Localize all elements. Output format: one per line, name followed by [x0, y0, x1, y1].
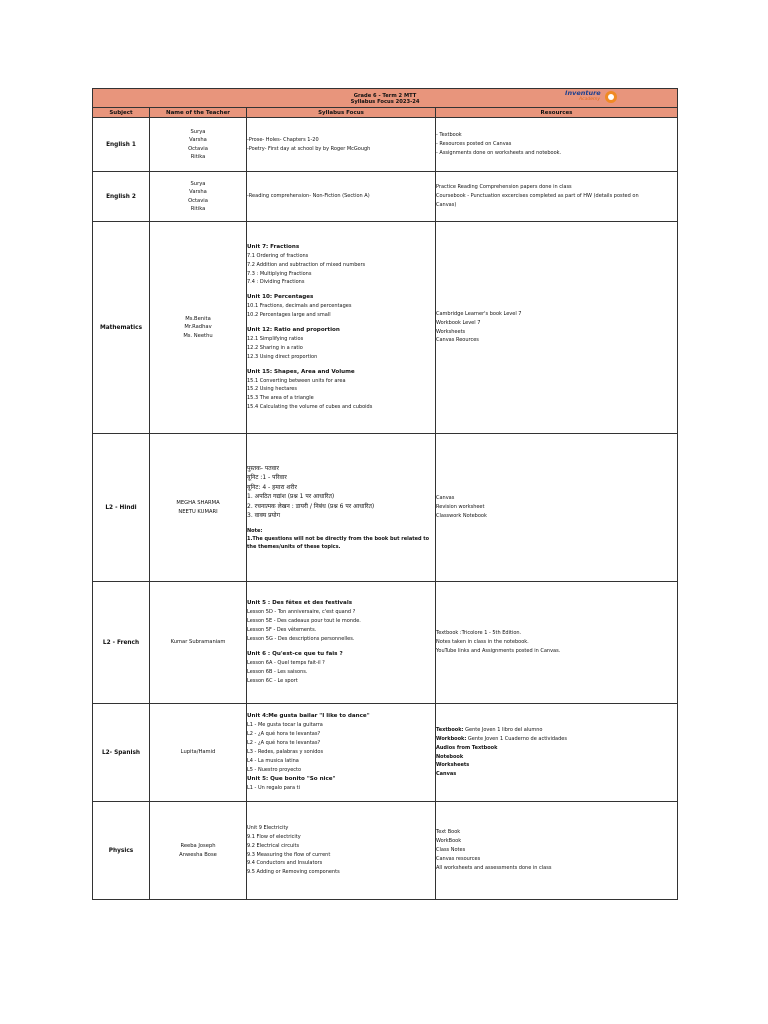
focus-line: Lesson 5F - Des vêtements.	[247, 627, 317, 634]
focus-line: 3. वाक्य प्रयोग	[247, 512, 280, 520]
resources-cell	[436, 222, 678, 434]
resource-line: Textbook :Tricolore 1 - 5th Edition.	[436, 630, 522, 637]
resources-cell	[436, 802, 678, 900]
table-row	[93, 434, 678, 582]
focus-line: 15.4 Calculating the volume of cubes and cuboids	[247, 404, 373, 411]
teacher-name: Reeba Joseph	[180, 843, 216, 849]
resource-line	[436, 735, 677, 744]
focus-line: -Prose- Holes- Chapters 1-20	[247, 136, 319, 143]
focus-line: 15.1 Converting between units for area	[247, 377, 346, 384]
focus-line: 1. अपठित गद्यांश (प्रश्न 1 पर आधारित)	[247, 493, 335, 501]
resource-line: Canvas	[436, 495, 455, 502]
teacher-cell	[150, 802, 247, 900]
resources-cell	[436, 704, 678, 802]
resource-line: Class Notes	[436, 847, 466, 854]
unit-heading: Unit 7: Fractions	[247, 243, 300, 250]
focus-cell	[247, 582, 436, 704]
focus-line: -Reading comprehension- Non-Fiction (Section A)	[247, 193, 370, 200]
table-row	[93, 704, 678, 802]
teacher-cell	[150, 222, 247, 434]
resource-label: Workbook:	[436, 735, 467, 742]
focus-line: 9.3 Measuring the flow of current	[247, 851, 331, 858]
focus-cell	[247, 222, 436, 434]
focus-line: L2 - ¿A qué hora te levantas?	[247, 740, 321, 747]
resource-line: Revision worksheet	[436, 504, 485, 511]
focus-line: 12.3 Using direct proportion	[247, 353, 318, 360]
resources-cell	[436, 582, 678, 704]
resource-line: Cambridge Learner's book Level 7	[436, 310, 522, 317]
focus-line: Unit 9 Electricity	[247, 824, 289, 831]
table-row	[93, 582, 678, 704]
unit-heading: Unit 10: Percentages	[247, 294, 314, 301]
focus-cell	[247, 118, 436, 172]
teacher-name: Octavia	[188, 145, 208, 152]
focus-line: 9.4 Conductors and Insulators	[247, 860, 323, 867]
focus-line: L5 - Nuestro proyecto	[247, 766, 302, 773]
column-header-focus: Syllabus Focus	[247, 108, 436, 118]
resource-label: Textbook:	[436, 726, 464, 733]
teacher-name: Kumar Subramaniam	[170, 639, 226, 646]
resource-line: Text Book	[436, 829, 461, 836]
focus-line: 15.3 The area of a triangle	[247, 395, 314, 402]
focus-line: 10.1 Fractions, decimals and percentages	[247, 303, 352, 310]
focus-line: Lesson 6B - Les saisons.	[247, 668, 308, 675]
syllabus-table	[92, 88, 678, 900]
focus-line: L1 - Me gusta tocar la guitarra	[247, 722, 323, 729]
focus-line: 2. रचनात्मक लेखन : डायरी / निबंध (प्रश्न 6 पर आधारित)	[247, 502, 375, 510]
focus-line: Lesson 5E - Des cadeaux pour tout le monde.	[247, 618, 361, 625]
focus-line: Lesson 5D - Ton anniversaire, c'est quand ?	[247, 609, 356, 616]
teacher-name: Surya	[190, 180, 206, 187]
focus-cell	[247, 704, 436, 802]
focus-line: -Poetry- First day at school by by Roger McGough	[247, 145, 371, 152]
subject-cell: English 1	[93, 118, 150, 172]
teacher-name: Surya	[190, 128, 206, 135]
inventure-academy-logo	[565, 90, 617, 105]
unit-heading: Unit 6 : Qu'est-ce que tu fais ?	[247, 650, 343, 657]
teacher-name: Lupita/Hamid	[180, 749, 216, 756]
resource-line: WorkBook	[436, 838, 462, 845]
focus-line: पुस्तक- पतवार	[247, 464, 280, 472]
focus-line: Lesson 6C - Le sport	[247, 677, 298, 684]
resource-line: Practice Reading Comprehension papers done in class	[436, 184, 572, 191]
subject-cell: L2 - Hindi	[93, 434, 150, 582]
unit-heading: Unit 4:Me gusta bailar "I like to dance"	[247, 713, 370, 720]
resource-line: Canvas Reources	[436, 337, 479, 344]
teacher-name: Ritika	[190, 154, 206, 160]
unit-heading: Unit 12: Ratio and proportion	[247, 327, 340, 334]
focus-line: 10.2 Percentages large and small	[247, 312, 331, 319]
resource-text: Gente Joven 1 libro del alumno	[463, 726, 543, 733]
teacher-name: NEETU KUMARI	[178, 508, 218, 515]
teacher-name: Ritika	[190, 206, 206, 212]
resource-line: Classwork Notebook	[436, 512, 487, 519]
subject-cell: English 2	[93, 172, 150, 222]
teacher-name: MEGHA SHARMA	[176, 500, 220, 506]
resource-line: Notebook	[436, 753, 464, 760]
teacher-name: Octavia	[188, 197, 208, 204]
focus-line: 7.1 Ordering of fractions	[247, 252, 309, 259]
teacher-cell	[150, 434, 247, 582]
table-row	[93, 118, 678, 172]
focus-cell	[247, 172, 436, 222]
focus-line: 12.1 Simplifying ratios	[247, 335, 304, 342]
focus-line: L4 - La musica latina	[247, 757, 299, 764]
resources-cell	[436, 118, 678, 172]
teacher-name: Ms.Benita	[185, 315, 211, 322]
focus-cell	[247, 802, 436, 900]
logo-name: Inventure	[565, 89, 601, 97]
resource-line: - Textbook	[436, 132, 462, 139]
focus-line: 7.2 Addition and subtraction of mixed numbers	[247, 261, 366, 268]
resource-line: Worksheets	[436, 328, 466, 335]
teacher-cell	[150, 704, 247, 802]
focus-line: L3 - Redes, palabras y sonidos	[247, 749, 324, 756]
resource-line: All worksheets and assessments done in class	[436, 864, 552, 871]
focus-line: 7.3 : Multiplying Fractions	[247, 270, 312, 277]
teacher-cell	[150, 582, 247, 704]
subject-cell: L2 - French	[93, 582, 150, 704]
focus-line: यूनिट :1 - परिवार	[247, 474, 287, 482]
swirl-icon	[605, 91, 617, 103]
table-row	[93, 802, 678, 900]
teacher-cell	[150, 172, 247, 222]
resource-line: Workbook Level 7	[436, 319, 481, 326]
teacher-name: Varsha	[189, 137, 207, 143]
resource-line: - Resources posted on Canvas	[436, 141, 512, 148]
resource-line: - Assignments done on worksheets and notebook.	[436, 149, 562, 156]
unit-heading: Unit 5 : Des fêtes et des festivals	[247, 600, 353, 607]
resource-line: Canvas	[436, 771, 457, 778]
focus-line: Lesson 6A - Quel temps fait-il ?	[247, 659, 325, 666]
focus-cell	[247, 434, 436, 582]
focus-line: 9.1 Flow of electricity	[247, 833, 301, 840]
resource-line: Coursebook - Punctuation excercises completed as part of HW (details posted on	[436, 193, 639, 200]
focus-line: 15.2 Using hectares	[247, 386, 297, 393]
note-text: 1.The questions will not be directly from the book but related to the themes/units of these topics.	[247, 536, 430, 551]
column-header-subject: Subject	[93, 108, 150, 118]
title-row	[93, 89, 678, 108]
resources-cell	[436, 434, 678, 582]
unit-heading: Unit 5: Que bonito "So nice"	[247, 775, 336, 782]
teacher-name: Varsha	[189, 189, 207, 195]
focus-line: L1 - Un regalo para ti	[247, 784, 300, 791]
resource-line: Canvas)	[436, 201, 457, 208]
teacher-name: Mr.Radhav	[184, 324, 212, 331]
resource-line	[436, 726, 677, 735]
resource-line: YouTube links and Assignments posted in Canvas.	[436, 647, 561, 654]
table-row	[93, 222, 678, 434]
focus-line: Lesson 5G - Des descriptions personnelles.	[247, 636, 355, 643]
subject-cell: Physics	[93, 802, 150, 900]
note-label: Note:	[247, 527, 263, 534]
table-row	[93, 172, 678, 222]
teacher-name: Ms. Neethu	[183, 332, 213, 339]
column-header-row	[93, 108, 678, 118]
focus-line: 12.2 Sharing in a ratio	[247, 344, 303, 351]
teacher-cell	[150, 118, 247, 172]
column-header-teacher: Name of the Teacher	[150, 108, 247, 118]
focus-line: 7.4 : Dividing Fractions	[247, 279, 305, 286]
resources-cell	[436, 172, 678, 222]
teacher-name: Anwesha Bose	[179, 851, 217, 858]
resource-line: Worksheets	[436, 762, 470, 769]
focus-line: 9.5 Adding or Removing components	[247, 869, 340, 876]
focus-line: L2 - ¿A qué hora te levantas?	[247, 731, 321, 738]
resource-line: Audios from Textbook	[436, 744, 498, 751]
resource-line: Canvas resources	[436, 855, 481, 862]
focus-line: यूनिट: 4 - हमारा शरीर	[247, 483, 297, 491]
sheet-title: Grade 6 - Term 2 MTT	[353, 92, 417, 99]
subject-cell: L2- Spanish	[93, 704, 150, 802]
focus-line: 9.2 Electrical circuits	[247, 842, 300, 849]
column-header-resources: Resources	[436, 108, 678, 118]
subject-cell: Mathematics	[93, 222, 150, 434]
sheet-subtitle: Syllabus Focus 2023-24	[350, 99, 420, 105]
resource-text: Gente Joven 1 Cuaderno de actividades	[466, 735, 567, 742]
unit-heading: Unit 15: Shapes, Area and Volume	[247, 368, 355, 375]
logo-sub: Academy	[579, 97, 601, 102]
resource-line: Notes taken in class in the notebook.	[436, 639, 529, 646]
